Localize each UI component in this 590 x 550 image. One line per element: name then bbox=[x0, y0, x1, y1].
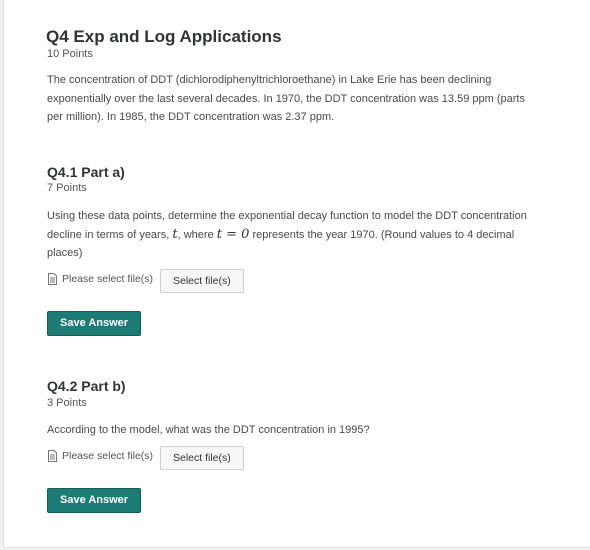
math-equation: t = 0 bbox=[216, 226, 250, 242]
file-icon bbox=[47, 273, 58, 285]
question-panel bbox=[3, 0, 590, 548]
part-a-title-text: Part a) bbox=[81, 164, 125, 180]
part-a-text-1: Using these data points, determine the exponential decay function to model the DDT concentration decline in terms of years, bbox=[47, 210, 527, 241]
question-title bbox=[46, 27, 282, 47]
part-b-file-label-text: Please select file(s) bbox=[62, 450, 154, 462]
part-a-prompt bbox=[47, 207, 537, 263]
question-number: Q4 bbox=[46, 27, 69, 46]
part-a-select-files-button[interactable]: Select file(s) bbox=[160, 269, 244, 293]
part-a-text-2: , where bbox=[177, 228, 214, 241]
part-b-prompt: According to the model, what was the DDT concentration in 1995? bbox=[47, 424, 370, 436]
part-b-save-answer-button[interactable]: Save Answer bbox=[47, 488, 141, 513]
question-points: 10 Points bbox=[47, 48, 93, 60]
question-title-text: Exp and Log Applications bbox=[73, 27, 282, 46]
part-a-save-answer-button[interactable]: Save Answer bbox=[47, 311, 141, 336]
part-a-file-label-text: Please select file(s) bbox=[62, 273, 154, 285]
part-a-points: 7 Points bbox=[47, 182, 87, 194]
part-b-file-label bbox=[47, 450, 153, 462]
part-b-points: 3 Points bbox=[47, 397, 87, 409]
question-description: The concentration of DDT (dichlorodiphenyltrichloroethane) in Lake Erie has been declining exponentially over the last several decades. In 1970, the DDT concentration was 13.59 ppm (parts per million). In 1985, the DDT concentration was 2.37 ppm. bbox=[47, 74, 525, 123]
part-b-title-text: Part b) bbox=[81, 378, 126, 394]
part-a-title bbox=[47, 164, 125, 180]
part-b-number: Q4.2 bbox=[47, 378, 78, 394]
file-icon bbox=[47, 450, 58, 462]
part-a-text-3: represents the year 1970. (Round values to 4 decimal places) bbox=[47, 228, 515, 259]
part-b-select-files-button[interactable]: Select file(s) bbox=[160, 446, 244, 470]
part-a-file-label bbox=[47, 273, 153, 285]
part-b-title bbox=[47, 378, 126, 394]
part-a-number: Q4.1 bbox=[47, 164, 78, 180]
math-t: t bbox=[172, 226, 178, 242]
